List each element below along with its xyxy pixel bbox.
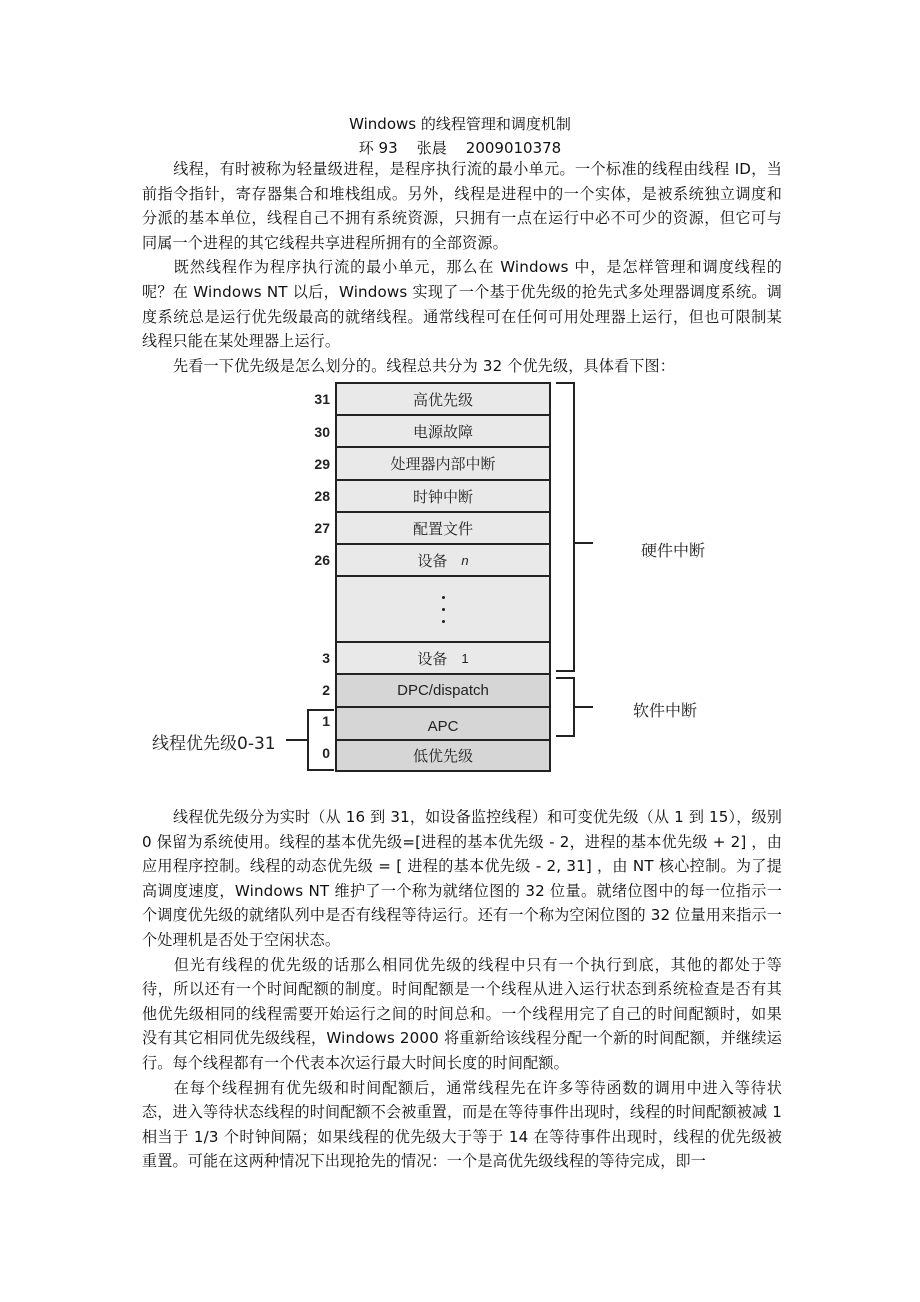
row-suffix: n xyxy=(461,552,469,568)
row-label: 低优先级 xyxy=(412,747,473,765)
paragraph-text: 但光有线程的优先级的话那么相同优先级的线程中只有一个执行到底，其他的都处于等待，所以还有一个时间配额的制度。时间配额是一个线程从进入运行状态到系统检查是否有其他优先级相同的线程需要开始运行之间的时间总和。一个线程用完了自己的时间配额时，如果没有其它相同优先级线程，Windows 2000 将重新给该线程分配一个新的时间配额，并继续运行。每个线程都有一个代表本次运行最大时间长度的时间配额。 xyxy=(142,955,782,1072)
row-suffix: 1 xyxy=(461,650,469,666)
row-label: DPC/dispatch xyxy=(397,682,489,699)
priority-row-31 xyxy=(337,384,549,416)
hardware-bracket xyxy=(573,382,575,672)
row-label: 设备 xyxy=(417,551,448,570)
hardware-bracket xyxy=(575,542,593,544)
paragraph-text: 既然线程作为程序执行流的最小单元，那么在 Windows 中，是怎样管理和调度线程的呢？在 Windows NT 以后，Windows 实现了一个基于优先级的抢先式多处理器调度系统。调度系统总是运行优先级最高的就绪线程。通常线程可在任何可用处理器上运行，但也可限制某线程只能在某处理器上运行。 xyxy=(142,258,782,351)
paragraph xyxy=(142,805,782,953)
priority-row-29 xyxy=(337,448,549,481)
document-title: Windows 的线程管理和调度机制 xyxy=(349,115,571,133)
thread-bracket xyxy=(286,739,307,741)
paragraph xyxy=(142,354,782,379)
thread-bracket xyxy=(307,769,334,771)
priority-row-3 xyxy=(337,643,549,675)
document-byline: 环 93 张晨 2009010378 xyxy=(358,139,562,157)
paragraph-text: 线程优先级分为实时（从 16 到 31，如设备监控线程）和可变优先级（从 1 到 15），级别 0 保留为系统使用。线程的基本优先级=[进程的基本优先级 - 2，进程的基本优先级 + 2] ，由应用程序控制。线程的动态优先级 = [ 进程的基本优先级 - 2, 31] ，由 NT 核心控制。为了提高调度速度，Windows NT 维护了一个称为就绪位图的 32 位量。就绪位图中的每一位指示一个调度优先级的就绪队列中是否有线程等待运行。还有一个称为空闲位图的 32 位量用来指示一个处理机是否处于空闲状态。 xyxy=(142,808,782,949)
row-label: 高优先级 xyxy=(412,390,473,409)
row-label: 设备 xyxy=(417,649,448,668)
row-label: APC xyxy=(427,718,459,735)
priority-row-2 xyxy=(337,675,549,708)
software-bracket xyxy=(575,706,593,708)
priority-row-26 xyxy=(337,545,549,577)
level-number: 3 xyxy=(322,650,330,666)
priority-row-28 xyxy=(337,481,549,513)
priority-row-ellipsis xyxy=(337,577,549,643)
priority-stack xyxy=(335,382,551,772)
level-number: 30 xyxy=(314,424,330,440)
paragraph-text: 线程，有时被称为轻量级进程，是程序执行流的最小单元。一个标准的线程由线程 ID，当前指令指针，寄存器集合和堆栈组成。另外，线程是进程中的一个实体，是被系统独立调度和分派的基本单位，线程自己不拥有系统资源，只拥有一点在运行中必不可少的资源，但它可与同属一个进程的其它线程共享进程所拥有的全部资源。 xyxy=(142,160,782,252)
level-number: 31 xyxy=(314,391,330,407)
priority-row-30 xyxy=(337,416,549,448)
level-number: 26 xyxy=(314,552,330,568)
paragraph xyxy=(142,157,782,255)
paragraph xyxy=(142,255,782,353)
paragraph-text: 在每个线程拥有优先级和时间配额后，通常线程先在许多等待函数的调用中进入等待状态，进入等待状态线程的时间配额不会被重置，而是在等待事件出现时，线程的时间配额被减 1 相当于 1/3 个时钟间隔；如果线程的优先级大于等于 14 在等待事件出现时，线程的优先级被重置。可能在这两种情况下出现抢先的情况：一个是高优先级线程的等待完成，即一 xyxy=(142,1078,782,1171)
software-interrupt-label: 软件中断 xyxy=(633,701,698,720)
ellipsis-dots-icon xyxy=(442,596,445,623)
software-bracket xyxy=(556,735,575,737)
priority-row-27 xyxy=(337,513,549,545)
paragraph-group-1 xyxy=(142,157,782,378)
paragraph-text: 先看一下优先级是怎么划分的。线程总共分为 32 个优先级，具体看下图： xyxy=(173,356,675,375)
paragraph xyxy=(142,1076,782,1174)
level-number: 27 xyxy=(314,520,330,536)
paragraph xyxy=(142,953,782,1076)
priority-row-0 xyxy=(337,741,549,770)
level-number: 2 xyxy=(322,682,330,698)
thread-bracket xyxy=(307,709,334,711)
level-number: 0 xyxy=(322,745,330,761)
level-number: 1 xyxy=(322,713,330,729)
level-number: 29 xyxy=(314,456,330,472)
row-label: 处理器内部中断 xyxy=(390,455,496,473)
level-number: 28 xyxy=(314,488,330,504)
row-label: 时钟中断 xyxy=(412,487,473,506)
row-label: 电源故障 xyxy=(412,422,473,441)
hardware-bracket xyxy=(556,670,575,672)
paragraph-group-2 xyxy=(142,805,782,1174)
priority-row-1 xyxy=(337,708,549,741)
row-label: 配置文件 xyxy=(412,519,473,538)
hardware-interrupt-label: 硬件中断 xyxy=(641,541,706,560)
thread-priority-label: 线程优先级0-31 xyxy=(152,734,276,754)
thread-bracket xyxy=(307,709,309,771)
